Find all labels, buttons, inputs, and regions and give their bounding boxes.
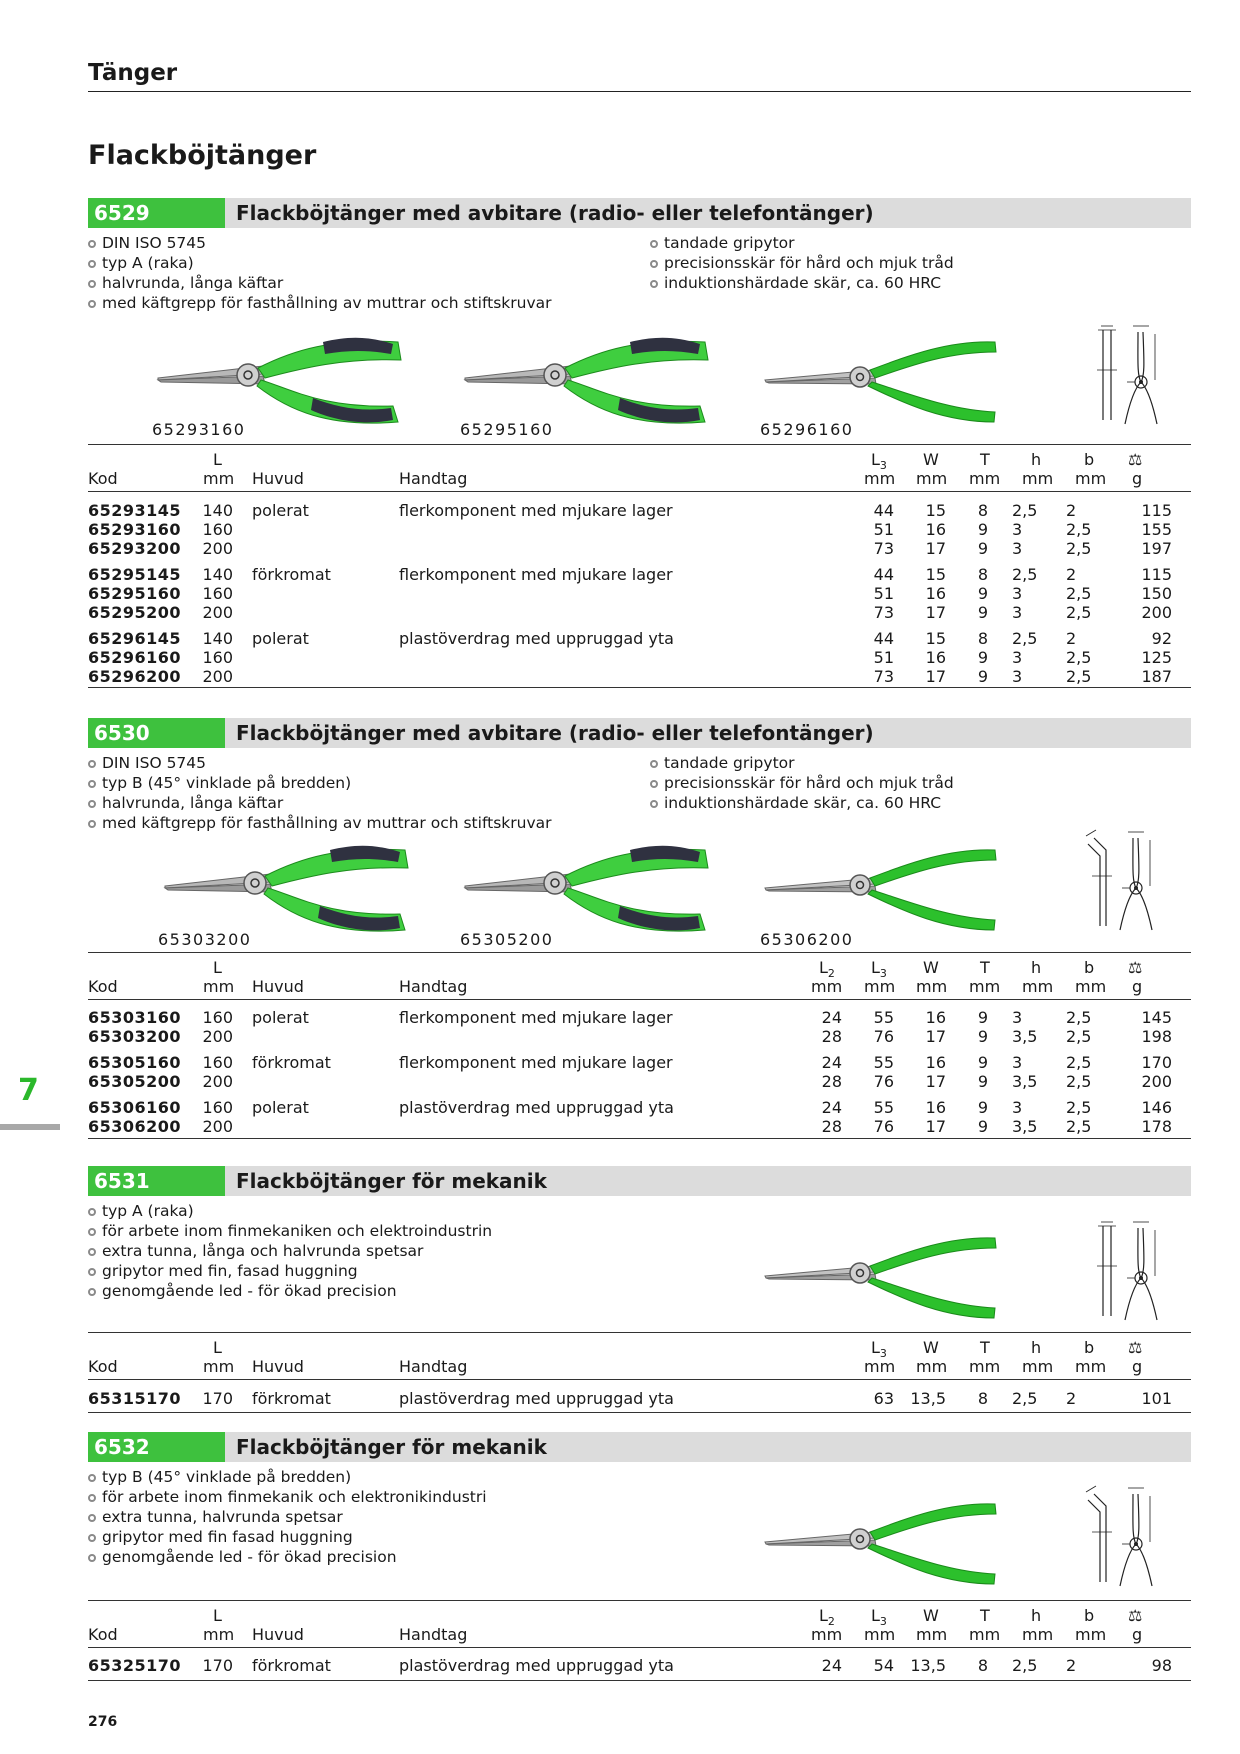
- cell-l3: 44: [873, 629, 894, 648]
- chapter-divider: [88, 91, 1191, 92]
- cell-h: 3: [1012, 1098, 1023, 1117]
- pliers-image: [153, 330, 403, 430]
- cell-h: 3: [1012, 520, 1023, 539]
- feature-item: halvrunda, långa käftar: [88, 793, 552, 813]
- cell-weight: 150: [1141, 584, 1172, 603]
- cell-length: 160: [202, 648, 233, 667]
- bullet-icon: [88, 800, 96, 808]
- page-title: Flackböjtänger: [88, 140, 317, 171]
- scale-icon: ⚖: [1128, 1338, 1143, 1357]
- pliers-image: [460, 330, 710, 430]
- dimension-diagram: [1078, 826, 1173, 941]
- bullet-icon: [88, 1248, 96, 1256]
- cell-t: 9: [977, 1098, 988, 1117]
- pliers-image: [760, 330, 1010, 430]
- cell-length: 200: [202, 603, 233, 622]
- cell-kod: 65295145: [88, 565, 182, 584]
- cell-length: 200: [202, 539, 233, 558]
- bullet-icon: [88, 300, 96, 308]
- cell-w: 15: [925, 629, 946, 648]
- cell-kod: 65303200: [88, 1027, 182, 1046]
- section-code: 6529: [88, 198, 225, 228]
- cell-l2: 24: [821, 1656, 842, 1675]
- bullet-icon: [650, 240, 658, 248]
- feature-item: typ A (raka): [88, 253, 552, 273]
- cell-h: 3: [1012, 667, 1023, 686]
- cell-t: 9: [977, 1053, 988, 1072]
- cell-h: 3: [1012, 584, 1023, 603]
- bullet-icon: [88, 780, 96, 788]
- cell-l3: 63: [873, 1389, 894, 1408]
- cell-l3: 55: [873, 1053, 894, 1072]
- cell-t: 9: [977, 667, 988, 686]
- feature-item: typ B (45° vinklade på bredden): [88, 773, 552, 793]
- feature-item: DIN ISO 5745: [88, 233, 552, 253]
- cell-l3: 54: [873, 1656, 894, 1675]
- cell-b: 2: [1066, 1656, 1077, 1675]
- section-title: Flackböjtänger för mekanik: [236, 1169, 547, 1193]
- cell-huvud: förkromat: [252, 565, 331, 584]
- pliers-image: [760, 1492, 1010, 1592]
- cell-b: 2: [1066, 501, 1077, 520]
- section-6530: 6530 Flackböjtänger med avbitare (radio- eller telefontänger) DIN ISO 5745 typ B (45° vinklade på bredden) halvrunda, långa käftar med käftgrepp för fasthållning av muttrar och stiftskruvar tandade gripytor precisionsskär för hård och mjuk tråd induktionshärdade skär, ca. 60 HRC 65303200 65305200 65306200 L $L_2$ $L_3$ W T h b ⚖ Kod mm Huvud Handtag mm mm mm mm mm mm g 65303160 160 polerat flerkomponent med mjukare lager 24 55 16 9 3 2,5 145 65303200 200 28 76 17 9 3,5 2,5 198 65305160 160 förkromat flerkomponent med mjukare lager 24 55 16 9 3 2,5 170 65305200 200 28 76 17 9 3,5 2,5 200 65306160 160 polerat plastöverdrag med uppruggad yta 24 55 16 9 3 2,5 146 65306200 200 28 76 17 9 3,5 2,5 178: [88, 718, 1191, 748]
- cell-kod: 65296145: [88, 629, 182, 648]
- cell-kod: 65305160: [88, 1053, 182, 1072]
- cell-huvud: förkromat: [252, 1389, 331, 1408]
- cell-length: 160: [202, 1053, 233, 1072]
- feature-item: induktionshärdade skär, ca. 60 HRC: [650, 273, 954, 293]
- feature-item: för arbete inom finmekaniken och elektroindustrin: [88, 1221, 492, 1241]
- bullet-icon: [88, 1208, 96, 1216]
- scale-icon: ⚖: [1128, 958, 1143, 977]
- feature-item: typ A (raka): [88, 1201, 492, 1221]
- cell-length: 140: [202, 565, 233, 584]
- cell-l3: 55: [873, 1098, 894, 1117]
- cell-b: 2,5: [1066, 1053, 1092, 1072]
- cell-kod: 65293200: [88, 539, 182, 558]
- cell-length: 160: [202, 520, 233, 539]
- feature-item: tandade gripytor: [650, 233, 954, 253]
- cell-l3: 73: [873, 539, 894, 558]
- cell-t: 9: [977, 1008, 988, 1027]
- cell-b: 2: [1066, 1389, 1077, 1408]
- cell-handtag: flerkomponent med mjukare lager: [399, 1053, 673, 1072]
- cell-weight: 155: [1141, 520, 1172, 539]
- feature-item: för arbete inom finmekanik och elektronikindustri: [88, 1487, 487, 1507]
- cell-h: 3: [1012, 1008, 1023, 1027]
- image-caption: 65295160: [460, 420, 554, 439]
- cell-t: 9: [977, 1117, 988, 1136]
- bullet-icon: [88, 1288, 96, 1296]
- cell-w: 16: [925, 1053, 946, 1072]
- cell-t: 9: [977, 603, 988, 622]
- cell-huvud: förkromat: [252, 1656, 331, 1675]
- feature-item: extra tunna, halvrunda spetsar: [88, 1507, 487, 1527]
- section-header: [88, 198, 1191, 228]
- cell-l3: 51: [873, 648, 894, 667]
- feature-list-right: [650, 233, 954, 293]
- cell-h: 2,5: [1012, 1389, 1038, 1408]
- cell-t: 8: [977, 1656, 988, 1675]
- section-6531: 6531 Flackböjtänger för mekanik typ A (raka) för arbete inom finmekaniken och elektroindustrin extra tunna, långa och halvrunda spetsar gripytor med fin, fasad huggning genomgående led - för ökad precision L $L_3$ W T h b ⚖ Kod mm Huvud Handtag mm mm mm mm mm g 65315170 170 förkromat plastöverdrag med uppruggad yta 63 13,5 8 2,5 2 101: [88, 1166, 1191, 1196]
- cell-kod: 65293145: [88, 501, 182, 520]
- chapter-tab-number: 7: [18, 1073, 39, 1108]
- cell-h: 3,5: [1012, 1027, 1038, 1046]
- cell-b: 2,5: [1066, 1008, 1092, 1027]
- section-code: 6530: [88, 718, 225, 748]
- feature-item: med käftgrepp för fasthållning av muttrar och stiftskruvar: [88, 813, 552, 833]
- cell-t: 9: [977, 648, 988, 667]
- cell-weight: 146: [1141, 1098, 1172, 1117]
- cell-weight: 115: [1141, 565, 1172, 584]
- scale-icon: ⚖: [1128, 450, 1143, 469]
- cell-l3: 44: [873, 565, 894, 584]
- cell-weight: 187: [1141, 667, 1172, 686]
- section-title: Flackböjtänger med avbitare (radio- eller telefontänger): [236, 201, 874, 225]
- cell-b: 2,5: [1066, 648, 1092, 667]
- cell-b: 2,5: [1066, 539, 1092, 558]
- cell-h: 3: [1012, 539, 1023, 558]
- bullet-icon: [88, 820, 96, 828]
- section-code: 6531: [88, 1166, 225, 1196]
- cell-t: 8: [977, 501, 988, 520]
- cell-weight: 101: [1141, 1389, 1172, 1408]
- cell-h: 3: [1012, 1053, 1023, 1072]
- cell-h: 3: [1012, 603, 1023, 622]
- bullet-icon: [88, 1534, 96, 1542]
- bullet-icon: [650, 800, 658, 808]
- cell-l3: 55: [873, 1008, 894, 1027]
- pliers-image: [760, 1226, 1010, 1326]
- feature-item: extra tunna, långa och halvrunda spetsar: [88, 1241, 492, 1261]
- cell-l3: 76: [873, 1072, 894, 1091]
- image-caption: 65296160: [760, 420, 854, 439]
- cell-length: 200: [202, 1072, 233, 1091]
- cell-length: 200: [202, 1117, 233, 1136]
- image-caption: 65306200: [760, 930, 854, 949]
- cell-kod: 65306200: [88, 1117, 182, 1136]
- cell-l3: 76: [873, 1027, 894, 1046]
- cell-l3: 44: [873, 501, 894, 520]
- feature-list-left: [88, 233, 552, 313]
- cell-l2: 28: [821, 1117, 842, 1136]
- feature-item: genomgående led - för ökad precision: [88, 1281, 492, 1301]
- feature-item: induktionshärdade skär, ca. 60 HRC: [650, 793, 954, 813]
- cell-weight: 98: [1151, 1656, 1172, 1675]
- cell-length: 140: [202, 501, 233, 520]
- cell-b: 2,5: [1066, 1072, 1092, 1091]
- section-header: [88, 1166, 1191, 1196]
- cell-l2: 28: [821, 1027, 842, 1046]
- cell-w: 15: [925, 565, 946, 584]
- bullet-icon: [88, 1268, 96, 1276]
- feature-item: precisionsskär för hård och mjuk tråd: [650, 253, 954, 273]
- feature-item: gripytor med fin, fasad huggning: [88, 1261, 492, 1281]
- cell-b: 2,5: [1066, 1117, 1092, 1136]
- bullet-icon: [88, 280, 96, 288]
- cell-w: 17: [925, 1072, 946, 1091]
- feature-item: genomgående led - för ökad precision: [88, 1547, 487, 1567]
- cell-length: 140: [202, 629, 233, 648]
- cell-l3: 51: [873, 520, 894, 539]
- cell-handtag: plastöverdrag med uppruggad yta: [399, 1656, 674, 1675]
- section-code: 6532: [88, 1432, 225, 1462]
- feature-list-left: [88, 1201, 492, 1301]
- cell-w: 17: [925, 539, 946, 558]
- pliers-image: [460, 838, 710, 938]
- cell-length: 160: [202, 1008, 233, 1027]
- cell-b: 2,5: [1066, 1098, 1092, 1117]
- bullet-icon: [88, 1554, 96, 1562]
- cell-handtag: flerkomponent med mjukare lager: [399, 565, 673, 584]
- cell-w: 13,5: [910, 1656, 946, 1675]
- cell-l2: 24: [821, 1008, 842, 1027]
- section-title: Flackböjtänger för mekanik: [236, 1435, 547, 1459]
- cell-l2: 28: [821, 1072, 842, 1091]
- cell-length: 200: [202, 1027, 233, 1046]
- cell-t: 8: [977, 629, 988, 648]
- bullet-icon: [88, 1228, 96, 1236]
- chapter-tab-bar: [0, 1124, 60, 1130]
- cell-w: 13,5: [910, 1389, 946, 1408]
- cell-kod: 65315170: [88, 1389, 182, 1408]
- cell-huvud: polerat: [252, 1008, 309, 1027]
- cell-handtag: flerkomponent med mjukare lager: [399, 501, 673, 520]
- bullet-icon: [88, 1474, 96, 1482]
- cell-w: 17: [925, 667, 946, 686]
- image-caption: 65303200: [158, 930, 252, 949]
- cell-weight: 200: [1141, 1072, 1172, 1091]
- cell-w: 15: [925, 501, 946, 520]
- bullet-icon: [88, 260, 96, 268]
- cell-l2: 24: [821, 1053, 842, 1072]
- cell-weight: 200: [1141, 603, 1172, 622]
- cell-b: 2,5: [1066, 667, 1092, 686]
- cell-l3: 76: [873, 1117, 894, 1136]
- cell-w: 16: [925, 648, 946, 667]
- cell-t: 9: [977, 584, 988, 603]
- cell-h: 2,5: [1012, 629, 1038, 648]
- cell-kod: 65325170: [88, 1656, 182, 1675]
- dimension-diagram: [1078, 1482, 1173, 1597]
- cell-weight: 115: [1141, 501, 1172, 520]
- cell-b: 2,5: [1066, 1027, 1092, 1046]
- cell-w: 16: [925, 584, 946, 603]
- image-caption: 65293160: [152, 420, 246, 439]
- cell-t: 9: [977, 1027, 988, 1046]
- feature-item: tandade gripytor: [650, 753, 954, 773]
- cell-handtag: flerkomponent med mjukare lager: [399, 1008, 673, 1027]
- cell-length: 160: [202, 584, 233, 603]
- bullet-icon: [88, 760, 96, 768]
- feature-list-right: [650, 753, 954, 813]
- cell-kod: 65306160: [88, 1098, 182, 1117]
- cell-t: 9: [977, 539, 988, 558]
- cell-weight: 145: [1141, 1008, 1172, 1027]
- cell-h: 2,5: [1012, 501, 1038, 520]
- dimension-diagram: [1083, 320, 1178, 435]
- feature-item: gripytor med fin fasad huggning: [88, 1527, 487, 1547]
- cell-b: 2,5: [1066, 584, 1092, 603]
- feature-item: typ B (45° vinklade på bredden): [88, 1467, 487, 1487]
- cell-weight: 125: [1141, 648, 1172, 667]
- cell-weight: 197: [1141, 539, 1172, 558]
- cell-handtag: plastöverdrag med uppruggad yta: [399, 1098, 674, 1117]
- cell-kod: 65296160: [88, 648, 182, 667]
- bullet-icon: [650, 760, 658, 768]
- feature-list-left: [88, 1467, 487, 1567]
- cell-huvud: polerat: [252, 501, 309, 520]
- cell-h: 3: [1012, 648, 1023, 667]
- cell-w: 17: [925, 1027, 946, 1046]
- feature-item: halvrunda, långa käftar: [88, 273, 552, 293]
- bullet-icon: [650, 260, 658, 268]
- cell-kod: 65293160: [88, 520, 182, 539]
- section-header: [88, 718, 1191, 748]
- cell-t: 8: [977, 565, 988, 584]
- cell-b: 2: [1066, 629, 1077, 648]
- cell-weight: 92: [1151, 629, 1172, 648]
- feature-item: precisionsskär för hård och mjuk tråd: [650, 773, 954, 793]
- cell-l3: 73: [873, 603, 894, 622]
- cell-b: 2: [1066, 565, 1077, 584]
- cell-kod: 65295160: [88, 584, 182, 603]
- cell-length: 170: [202, 1656, 233, 1675]
- cell-kod: 65305200: [88, 1072, 182, 1091]
- cell-l3: 51: [873, 584, 894, 603]
- cell-weight: 178: [1141, 1117, 1172, 1136]
- cell-w: 17: [925, 603, 946, 622]
- cell-w: 16: [925, 1098, 946, 1117]
- scale-icon: ⚖: [1128, 1606, 1143, 1625]
- cell-huvud: polerat: [252, 629, 309, 648]
- dimension-diagram: [1083, 1216, 1178, 1331]
- cell-b: 2,5: [1066, 520, 1092, 539]
- feature-list-left: [88, 753, 552, 833]
- cell-length: 170: [202, 1389, 233, 1408]
- cell-kod: 65295200: [88, 603, 182, 622]
- cell-h: 3,5: [1012, 1117, 1038, 1136]
- cell-weight: 198: [1141, 1027, 1172, 1046]
- pliers-image: [160, 838, 410, 938]
- image-caption: 65305200: [460, 930, 554, 949]
- cell-length: 160: [202, 1098, 233, 1117]
- cell-weight: 170: [1141, 1053, 1172, 1072]
- chapter-title: Tänger: [88, 60, 178, 86]
- cell-h: 2,5: [1012, 565, 1038, 584]
- bullet-icon: [650, 280, 658, 288]
- section-title: Flackböjtänger med avbitare (radio- eller telefontänger): [236, 721, 874, 745]
- cell-handtag: plastöverdrag med uppruggad yta: [399, 1389, 674, 1408]
- cell-l2: 24: [821, 1098, 842, 1117]
- feature-item: med käftgrepp för fasthållning av muttrar och stiftskruvar: [88, 293, 552, 313]
- cell-huvud: polerat: [252, 1098, 309, 1117]
- page-number: 276: [88, 1714, 118, 1730]
- cell-kod: 65303160: [88, 1008, 182, 1027]
- bullet-icon: [88, 1514, 96, 1522]
- section-6532: 6532 Flackböjtänger för mekanik typ B (45° vinklade på bredden) för arbete inom finmekanik och elektronikindustri extra tunna, halvrunda spetsar gripytor med fin fasad huggning genomgående led - för ökad precision L $L_2$ $L_3$ W T h b ⚖ Kod mm Huvud Handtag mm mm mm mm mm mm g 65325170 170 förkromat plastöverdrag med uppruggad yta 24 54 13,5 8 2,5 2 98: [88, 1432, 1191, 1462]
- cell-h: 2,5: [1012, 1656, 1038, 1675]
- bullet-icon: [88, 1494, 96, 1502]
- cell-kod: 65296200: [88, 667, 182, 686]
- cell-t: 9: [977, 1072, 988, 1091]
- cell-t: 8: [977, 1389, 988, 1408]
- section-6529: 6529 Flackböjtänger med avbitare (radio- eller telefontänger) DIN ISO 5745 typ A (raka) halvrunda, långa käftar med käftgrepp för fasthållning av muttrar och stiftskruvar tandade gripytor precisionsskär för hård och mjuk tråd induktionshärdade skär, ca. 60 HRC 65293160 65295160 65296160 L $L_3$ W T h b ⚖ Kod mm Huvud Handtag mm mm mm mm mm g 65293145 140 polerat flerkomponent med mjukare lager 44 15 8 2,5 2 115 65293160 160 51 16 9 3 2,5 155 65293200 200 73 17 9 3 2,5 197 65295145 140 förkromat flerkomponent med mjukare lager 44 15 8 2,5 2 115 65295160 160 51 16 9 3 2,5 150 65295200 200 73 17 9 3 2,5 200 65296145 140 polerat plastöverdrag med uppruggad yta 44 15 8 2,5 2 92 65296160 160 51 16 9 3 2,5 125 65296200 200 73 17 9 3 2,5 187: [88, 198, 1191, 228]
- cell-b: 2,5: [1066, 603, 1092, 622]
- section-header: [88, 1432, 1191, 1462]
- cell-t: 9: [977, 520, 988, 539]
- cell-w: 16: [925, 1008, 946, 1027]
- cell-h: 3,5: [1012, 1072, 1038, 1091]
- bullet-icon: [650, 780, 658, 788]
- bullet-icon: [88, 240, 96, 248]
- cell-huvud: förkromat: [252, 1053, 331, 1072]
- cell-w: 16: [925, 520, 946, 539]
- pliers-image: [760, 838, 1010, 938]
- feature-item: DIN ISO 5745: [88, 753, 552, 773]
- cell-handtag: plastöverdrag med uppruggad yta: [399, 629, 674, 648]
- cell-length: 200: [202, 667, 233, 686]
- cell-w: 17: [925, 1117, 946, 1136]
- cell-l3: 73: [873, 667, 894, 686]
